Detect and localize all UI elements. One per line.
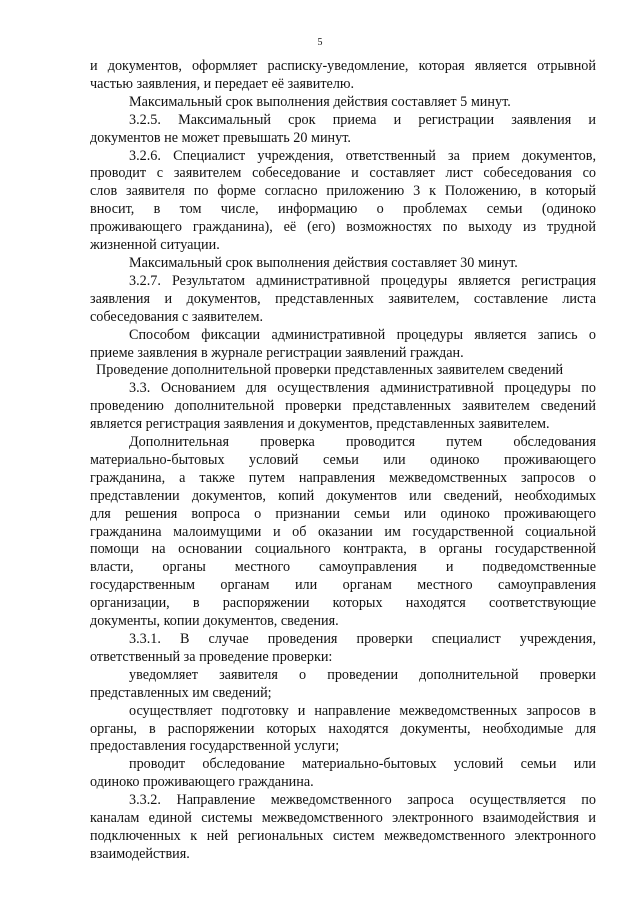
text-line: 3.2.7. Результатом административной процедуры является регистрация (129, 272, 596, 289)
text-line: организации, в распоряжении которых находятся соответствующие (90, 595, 596, 612)
text-line: проживающего гражданина), её (его) возможностях по выходу из трудной (90, 219, 596, 236)
text-line: является регистрация заявления и документов, представленных заявителем. (90, 416, 550, 433)
text-line: представлении документов, копий документов или сведений, необходимых (90, 487, 596, 504)
text-line: подключенных к ней региональных систем межведомственного электронного (90, 827, 596, 844)
page-number: 5 (317, 37, 323, 48)
text-line: приеме заявления в журнале регистрации заявлений граждан. (90, 344, 464, 361)
text-line: документы, копии документов, сведения. (90, 613, 339, 630)
text-line: 3.3.1. В случае проведения проверки специалист учреждения, (129, 631, 596, 647)
text-line: 3.3.2. Направление межведомственного запроса осуществляется по (129, 792, 596, 809)
text-line: материально-бытовых условий семьи или одиноко проживающего (90, 451, 596, 468)
text-line: для решения вопроса о признании семьи или одиноко проживающего (90, 505, 596, 522)
text-line: органы, в распоряжении которых находятся документы, необходимые для (90, 720, 596, 737)
text-line: проводит с заявителем собеседование и составляет лист собеседования со (90, 165, 596, 182)
text-line: ответственный за проведение проверки: (90, 648, 333, 665)
text-line: уведомляет заявителя о проведении дополнительной проверки (129, 666, 596, 683)
text-line: взаимодействия. (90, 845, 190, 862)
text-line: помощи на основании социального контракта, в органы государственной (90, 541, 596, 558)
text-line: 3.2.6. Специалист учреждения, ответственный за прием документов, (129, 147, 596, 164)
text-line: 3.2.5. Максимальный срок приема и регистрации заявления и (129, 111, 596, 128)
text-line: документов не может превышать 20 минут. (90, 129, 351, 146)
text-line: Максимальный срок выполнения действия составляет 5 минут. (129, 93, 511, 110)
text-line: гражданина малоимущими и об оказании им государственной социальной (90, 523, 596, 540)
text-line: и документов, оформляет расписку-уведомление, которая является отрывной (90, 58, 596, 74)
text-line: заявления и документов, представленных заявителем, составление листа (90, 290, 596, 307)
text-line: предоставления государственной услуги; (90, 738, 340, 755)
text-line: проводит обследование материально-бытовых условий семьи или (129, 756, 596, 773)
text-line: осуществляет подготовку и направление межведомственных запросов в (129, 702, 596, 719)
text-line: собеседования с заявителем. (90, 308, 263, 325)
document-body (90, 58, 596, 864)
text-line: жизненной ситуации. (90, 237, 220, 254)
text-line: проведению дополнительной проверки представленных заявителем сведений (90, 398, 596, 415)
section-heading: Проведение дополнительной проверки представленных заявителем сведений (96, 362, 564, 379)
text-line: слов заявителя по форме согласно приложению 3 к Положению, в который (90, 183, 596, 200)
text-line: 3.3. Основанием для осуществления административной процедуры по (129, 380, 596, 397)
text-line: частью заявления, и передает её заявителю. (90, 75, 355, 92)
text-line: Дополнительная проверка проводится путем обследования (129, 434, 596, 451)
text-line: каналам единой системы межведомственного электронного взаимодействия и (90, 810, 596, 827)
text-line: вносит, в том числе, информацию о проблемах семьи (одиноко (90, 201, 596, 218)
text-line: государственным органам или органам местного самоуправления (90, 577, 596, 594)
text-line: Способом фиксации административной процедуры является запись о (129, 326, 596, 343)
text-line: гражданина, а также путем направления межведомственных запросов о (90, 469, 596, 486)
text-line: представленных им сведений; (90, 684, 272, 701)
text-line: Максимальный срок выполнения действия составляет 30 минут. (129, 254, 518, 271)
text-line: власти, органы местного самоуправления и подведомственные (90, 559, 596, 576)
text-line: одиноко проживающего гражданина. (90, 774, 314, 791)
